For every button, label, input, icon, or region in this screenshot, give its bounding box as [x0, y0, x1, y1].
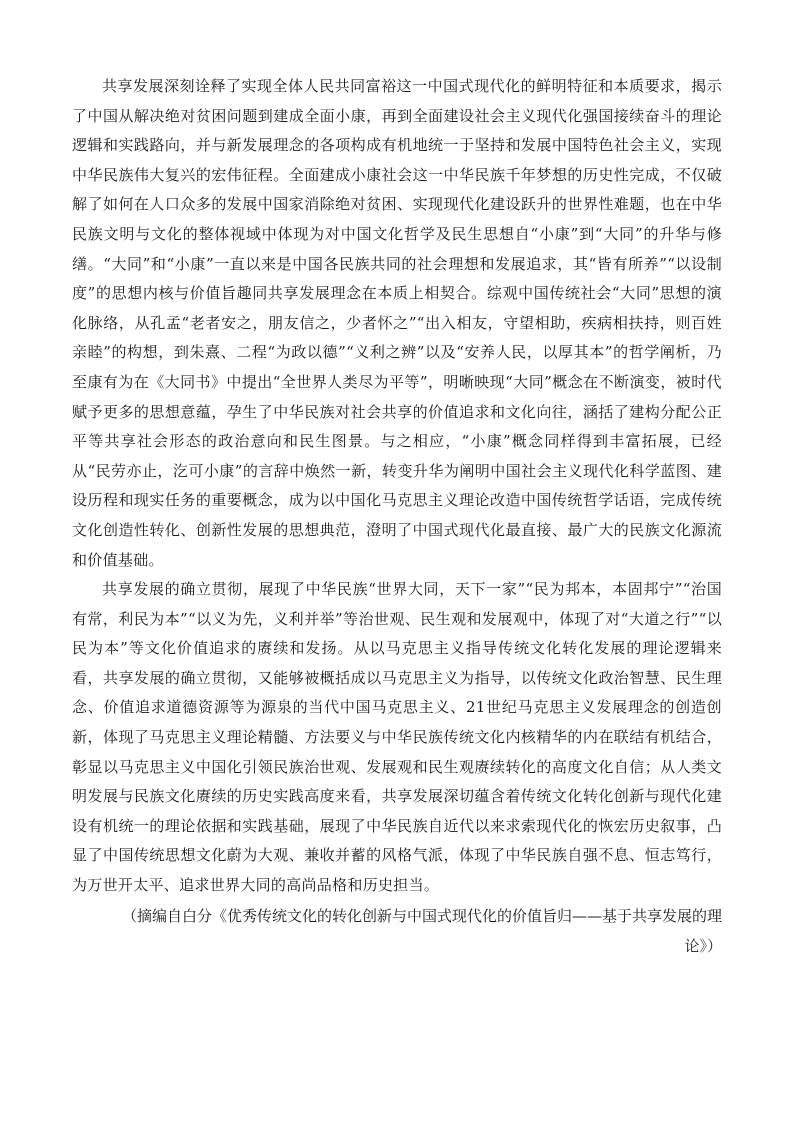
source-citation: （摘编自白分《优秀传统文化的转化创新与中国式现代化的价值旨归——基于共享发展的理论》）	[121, 906, 722, 955]
paragraph-2: 共享发展的确立贯彻，展现了中华民族“世界大同，天下一家”“民为邦本，本固邦宁”“治国有常，利民为本”“以义为先，义利并举”等治世观、民生观和发展观中，体现了对“大道之行”“以民为本”等文化价值追求的赓续和发扬。从以马克思主义指导传统文化转化发展的理论逻辑来看，共享发展的确立贯彻，又能够被概括成以马克思主义为指导，以传统文化政治智慧、民生理念、价值追求道德资源等为源泉的当代中国马克思主义、21世纪马克思主义发展理念的创造创新，体现了马克思主义理论精髓、方法要义与中华民族传统文化内核精华的内在联结有机结合，彰显以马克思主义中国化引领民族治世观、发展观和民生观赓续转化的高度文化自信；从人类文明发展与民族文化赓续的历史实践高度来看，共享发展深切蕴含着传统文化转化创新与现代化建设有机统一的理论依据和实践基础，展现了中华民族自近代以来求索现代化的恢宏历史叙事，凸显了中国传统思想文化蔚为大观、兼收并蓄的风格气派，体现了中华民族自强不息、恒志笃行，为万世开太平、追求世界大同的高尚品格和历史担当。	[72, 580, 722, 895]
paragraph-1: 共享发展深刻诠释了实现全体人民共同富裕这一中国式现代化的鲜明特征和本质要求，揭示了中国从解决绝对贫困问题到建成全面小康，再到全面建设社会主义现代化强国接续奋斗的理论逻辑和实践路向，并与新发展理念的各项构成有机地统一于坚持和发展中国特色社会主义，实现中华民族伟大复兴的宏伟征程。全面建成小康社会这一中华民族千年梦想的历史性完成，不仅破解了如何在人口众多的发展中国家消除绝对贫困、实现现代化建设跃升的世界性难题，也在中华民族文明与文化的整体视域中体现为对中国文化哲学及民生思想自“小康”到“大同”的升华与修缮。“大同”和“小康”一直以来是中国各民族共同的社会理想和发展追求，其“皆有所养”“以设制度”的思想内核与价值旨趣同共享发展理念在本质上相契合。综观中国传统社会“大同”思想的演化脉络，从孔孟“老者安之，朋友信之，少者怀之”“出入相友，守望相助，疾病相扶持，则百姓亲睦”的构想，到朱熹、二程“为政以德”“义利之辨”以及“安养人民，以厚其本”的哲学阐析，乃至康有为在《大同书》中提出“全世界人类尽为平等”，明晰映现“大同”概念在不断演变，被时代赋予更多的思想意蕴，孕生了中华民族对社会共享的价值追求和文化向往，涵括了建构分配公正平等共享社会形态的政治意向和民生图景。与之相应，“小康”概念同样得到丰富拓展，已经从“民劳亦止，汔可小康”的言辞中焕然一新，转变升华为阐明中国社会主义现代化科学蓝图、建设历程和现实任务的重要概念，成为以中国化马克思主义理论改造中国传统哲学话语，完成传统文化创造性转化、创新性发展的思想典范，澄明了中国式现代化最直接、最广大的民族文化源流和价值基础。	[72, 77, 722, 569]
article-body	[72, 72, 722, 961]
